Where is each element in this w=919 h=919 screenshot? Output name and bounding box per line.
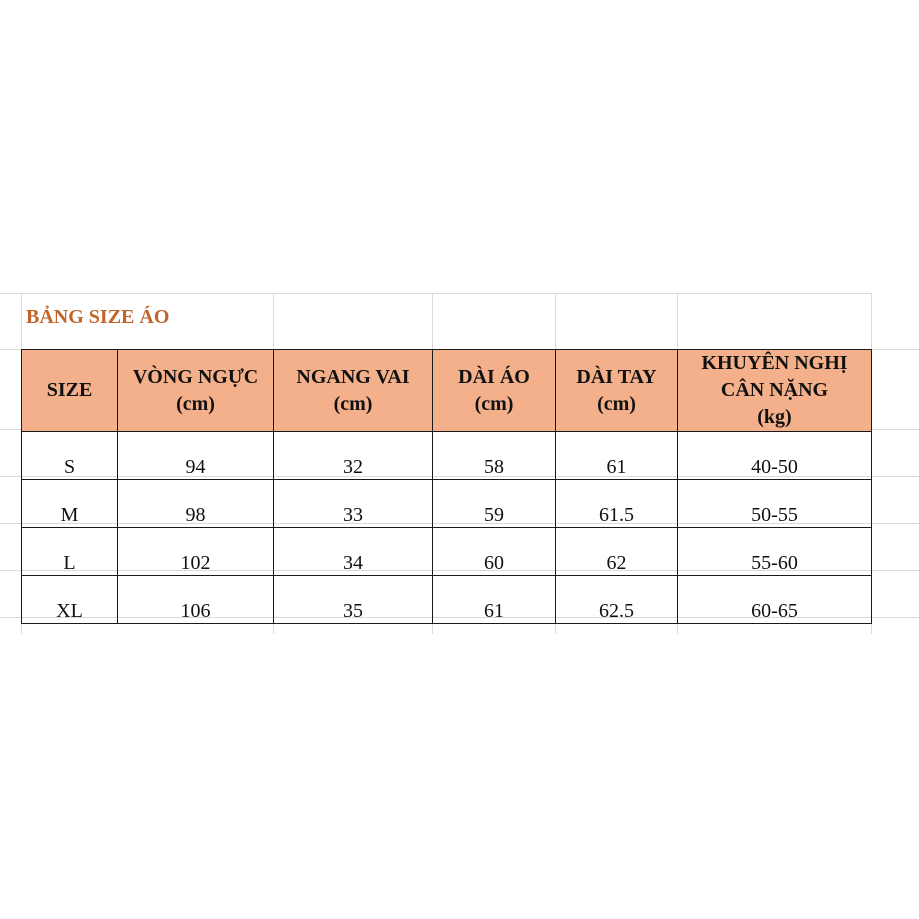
header-chest: VÒNG NGỰC (cm) bbox=[118, 350, 274, 432]
cell-shirt-length: 60 bbox=[433, 528, 556, 576]
header-size: SIZE bbox=[22, 350, 118, 432]
cell-chest: 106 bbox=[118, 576, 274, 624]
cell-shoulder: 34 bbox=[274, 528, 433, 576]
size-chart-table bbox=[21, 349, 872, 624]
table-row bbox=[22, 528, 872, 576]
cell-sleeve-length: 61 bbox=[556, 432, 678, 480]
cell-shirt-length: 58 bbox=[433, 432, 556, 480]
header-recommended-weight: KHUYÊN NGHỊ CÂN NẶNG (kg) bbox=[678, 350, 872, 432]
cell-weight: 50-55 bbox=[678, 480, 872, 528]
header-row bbox=[22, 350, 872, 432]
cell-size: M bbox=[22, 480, 118, 528]
cell-size: L bbox=[22, 528, 118, 576]
header-sleeve-length: DÀI TAY (cm) bbox=[556, 350, 678, 432]
cell-size: XL bbox=[22, 576, 118, 624]
table-title: BẢNG SIZE ÁO bbox=[26, 306, 170, 328]
cell-sleeve-length: 61.5 bbox=[556, 480, 678, 528]
cell-chest: 98 bbox=[118, 480, 274, 528]
cell-sleeve-length: 62.5 bbox=[556, 576, 678, 624]
gridline bbox=[0, 293, 872, 294]
table-row bbox=[22, 480, 872, 528]
cell-chest: 102 bbox=[118, 528, 274, 576]
cell-shirt-length: 61 bbox=[433, 576, 556, 624]
cell-shoulder: 32 bbox=[274, 432, 433, 480]
table-row bbox=[22, 576, 872, 624]
cell-shoulder: 33 bbox=[274, 480, 433, 528]
cell-size: S bbox=[22, 432, 118, 480]
header-shoulder: NGANG VAI (cm) bbox=[274, 350, 433, 432]
cell-weight: 40-50 bbox=[678, 432, 872, 480]
header-shirt-length: DÀI ÁO (cm) bbox=[433, 350, 556, 432]
cell-shoulder: 35 bbox=[274, 576, 433, 624]
cell-chest: 94 bbox=[118, 432, 274, 480]
cell-sleeve-length: 62 bbox=[556, 528, 678, 576]
cell-weight: 60-65 bbox=[678, 576, 872, 624]
table-row bbox=[22, 432, 872, 480]
cell-shirt-length: 59 bbox=[433, 480, 556, 528]
cell-weight: 55-60 bbox=[678, 528, 872, 576]
